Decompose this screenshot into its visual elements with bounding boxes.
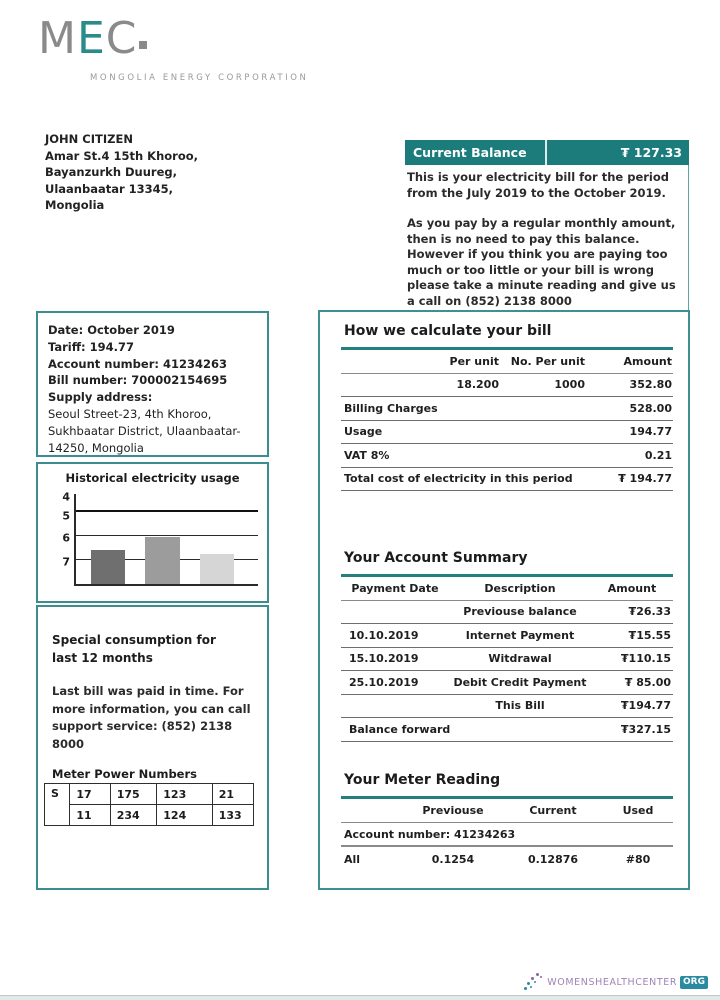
payment-description: Internet Payment [465,628,575,642]
table-row [341,671,673,695]
total-label: Total cost of electricity in this period [344,472,573,486]
meter-header-row [341,799,673,823]
bill-number-value: 700002154695 [127,373,228,388]
meter-cell: 123 [157,784,212,805]
meter-cell: 234 [110,805,157,826]
payment-amount: ₮110.15 [620,652,671,666]
meter-reading-title: Your Meter Reading [344,772,501,788]
meter-cell: 11 [70,805,110,826]
special-consumption-text: Last bill was paid in time. For more information, you can call support service: (852) 2138 8000 [52,684,251,751]
account-number-value: 41234263 [158,356,227,371]
chart-gridline [76,510,258,512]
table-row [341,421,673,445]
supply-address-line: Seoul Street-23, 4th Khoroo, [48,406,212,421]
meter-power-numbers-title: Meter Power Numbers [52,767,197,781]
table-row [341,695,673,719]
payment-amount: ₮15.55 [628,628,671,642]
meter-values-row [341,847,673,871]
calculation-title: How we calculate your bill [344,323,552,339]
total-amount: ₮ 194.77 [618,472,672,486]
info-bill-line [48,372,257,389]
total-row [341,468,673,492]
watermark-logo [524,973,708,991]
info-date-line [48,322,257,339]
usage-bar-3 [200,554,235,584]
meter-cell: 133 [212,805,253,826]
table-row [45,784,254,805]
balance-paragraph-1: This is your electricity bill for the period from the July 2019 to the October 2019. [407,170,670,200]
chart-gridline [76,535,258,537]
col-header-description: Description [484,581,556,595]
recipient-address-line: Bayanzurkh Duureg, [45,165,177,179]
recipient-address-line: Mongolia [45,198,105,212]
calc-header-row [341,350,673,374]
balance-forward-label: Balance forward [349,722,451,736]
current-balance-amount: ₮ 127.33 [620,145,682,160]
current-balance-panel [405,140,689,321]
y-axis-tick-label: 4 [62,490,70,504]
recipient-address-line: Amar St.4 15th Khoroo, [45,148,199,163]
no-per-unit-value: 1000 [554,378,585,392]
summary-header-row [341,577,673,601]
amount-value: 0.21 [644,448,672,462]
meter-reading-section [341,772,673,871]
account-info-box [36,311,269,457]
col-header-used: Used [622,804,654,817]
logo-square-dot-icon [139,41,147,49]
table-row [341,624,673,648]
amount-value: 352.80 [629,378,672,392]
balance-paragraph-2: As you pay by a regular monthly amount, then is no need to pay this balance. However if you think you are paying too much or too little or your bill is wrong please take a minute reading and give us a call on (852) 2138 8000 [407,216,676,308]
usage-bar-1 [91,550,126,584]
meter-corner-cell: S [45,784,70,826]
payment-date: 15.10.2019 [349,652,419,666]
info-tariff-line [48,339,257,356]
account-number-label: Account number: [48,356,159,371]
logo-letter-e: E [76,13,106,64]
recipient-name: JOHN CITIZEN [45,132,133,146]
col-header-current: Current [529,804,577,817]
meter-power-numbers-table [44,783,254,826]
bill-number-label: Bill number: [48,373,128,388]
payment-amount: ₮26.33 [628,605,671,619]
table-row [341,374,673,398]
supply-address-line: Sukhbaatar District, Ulaanbaatar- [48,423,241,438]
payment-description: This Bill [495,699,545,713]
table-row [341,397,673,421]
balance-forward-amount: ₮327.15 [620,722,671,736]
current-balance-header [405,140,689,165]
watermark-site-name: WOMENSHEALTHCENTER [547,976,678,988]
bill-details-panel [318,310,690,890]
col-header-payment-date: Payment Date [351,581,439,595]
mec-logo [38,14,138,65]
payment-amount: ₮194.77 [620,699,671,713]
col-header-previous: Previouse [422,804,484,817]
col-header-no-per-unit: No. Per unit [510,354,585,368]
balance-forward-row [341,718,673,742]
payment-description: Previouse balance [463,605,577,619]
payment-date: 25.10.2019 [349,675,419,689]
tariff-value: 194.77 [85,339,135,354]
meter-current-value: 0.12876 [527,852,579,866]
date-value: October 2019 [83,323,175,337]
per-unit-value: 18.200 [456,378,499,392]
meter-account-number: Account number: 41234263 [344,827,516,841]
chart-plot-area [62,490,258,586]
table-row [341,444,673,468]
table-row [341,648,673,672]
meter-previous-value: 0.1254 [431,852,475,866]
meter-cell: 21 [212,784,253,805]
charge-label: Billing Charges [344,401,438,415]
meter-row-name: All [344,852,361,866]
meter-cell: 124 [157,805,212,826]
amount-value: 528.00 [629,401,672,415]
supply-address-line: 14250, Mongolia [48,440,144,455]
meter-cell: 17 [70,784,110,805]
account-summary-section [341,550,673,742]
chart-title: Historical electricity usage [65,471,240,485]
usage-bar-2 [145,537,180,584]
meter-account-row [341,823,673,847]
col-header-amount: Amount [607,581,657,595]
logo-subtitle: MONGOLIA ENERGY CORPORATION [90,73,309,83]
col-header-per-unit: Per unit [449,354,499,368]
tariff-label: Tariff: [48,339,86,354]
special-consumption-heading: Special consumption for last 12 months [52,633,216,665]
account-summary-title: Your Account Summary [344,550,528,566]
amount-value: 194.77 [629,425,672,439]
info-account-line [48,356,257,373]
y-axis-tick-label: 5 [62,509,70,523]
current-balance-text [405,165,689,321]
payment-description: Witdrawal [488,652,552,666]
recipient-address-line: Ulaanbaatar 13345, [45,181,174,196]
bottom-page-strip [0,995,720,1000]
date-label: Date: [48,323,84,337]
charge-label: Usage [344,425,383,439]
table-row [45,805,254,826]
payment-date: 10.10.2019 [349,628,419,642]
supply-address-label: Supply address: [48,390,153,405]
y-axis-tick-label: 6 [62,531,70,545]
calculation-section [341,323,673,491]
logo-letter-m: M [38,13,77,64]
meter-cell: 175 [110,784,157,805]
payment-description: Debit Credit Payment [453,675,587,689]
watermark-tld-badge: ORG [680,976,708,989]
info-supply-label [48,389,257,406]
special-consumption-box [36,605,269,890]
meter-used-value: #80 [625,852,651,866]
y-axis-tick-label: 7 [62,555,70,569]
recipient-address-block [45,131,198,214]
col-header-amount: Amount [623,354,672,368]
charge-label: VAT 8% [344,448,390,462]
logo-letter-c: C [105,13,138,64]
table-row [341,601,673,625]
historical-usage-chart [36,462,269,603]
dots-swoosh-icon [524,973,544,991]
payment-amount: ₮ 85.00 [624,675,671,689]
current-balance-title: Current Balance [405,140,547,165]
